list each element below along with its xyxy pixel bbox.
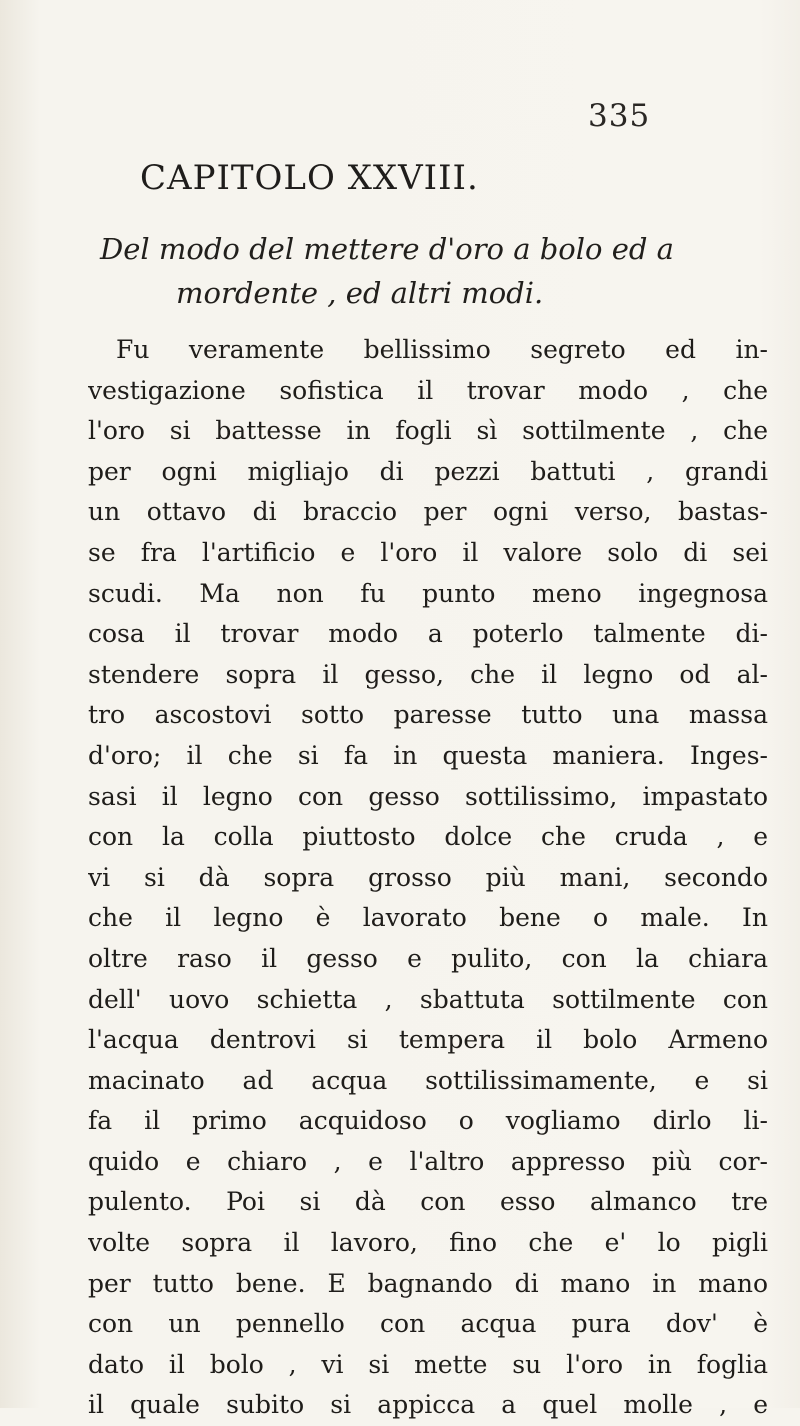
text-line: un ottavo di braccio per ogni verso, bastas- (88, 497, 768, 527)
text-line: dell' uovo schietta , sbattuta sottilmente con (88, 984, 768, 1014)
text-line: stendere sopra il gesso, che il legno od al- (88, 659, 768, 689)
chapter-subtitle-line-1: Del modo del mettere d'oro a bolo ed a (100, 232, 674, 266)
text-line: dato il bolo , vi si mette su l'oro in foglia (88, 1349, 768, 1379)
text-line: Fu veramente bellissimo segreto ed in- (116, 335, 768, 364)
text-line: l'acqua dentrovi si tempera il bolo Armeno (88, 1025, 768, 1055)
text-line: cosa il trovar modo a poterlo talmente di- (88, 619, 768, 649)
text-line: per ogni migliajo di pezzi battuti , grandi (88, 456, 768, 486)
text-line: quido e chiaro , e l'altro appresso più cor- (88, 1146, 768, 1176)
text-line: con la colla piuttosto dolce che cruda , e (88, 822, 768, 852)
text-line: sasi il legno con gesso sottilissimo, impastato (88, 781, 768, 811)
text-line: se fra l'artificio e l'oro il valore solo di sei (88, 537, 768, 567)
text-line: macinato ad acqua sottilissimamente, e si (88, 1065, 768, 1095)
text-line: il quale subito si appicca a quel molle , e (88, 1390, 768, 1420)
text-line: l'oro si battesse in fogli sì sottilmente , che (88, 416, 768, 446)
text-line: volte sopra il lavoro, fino che e' lo pigli (88, 1228, 768, 1258)
text-line: tro ascostovi sotto paresse tutto una massa (88, 700, 768, 730)
chapter-title: CAPITOLO XXVIII. (140, 158, 479, 198)
text-line: scudi. Ma non fu punto meno ingegnosa (88, 578, 768, 608)
text-line: vestigazione sofistica il trovar modo , che (88, 375, 768, 405)
text-line: d'oro; il che si fa in questa maniera. Inges- (88, 740, 768, 770)
text-line: con un pennello con acqua pura dov' è (88, 1309, 768, 1339)
text-line: pulento. Poi si dà con esso almanco tre (88, 1187, 768, 1217)
page-number: 335 (588, 98, 651, 134)
text-line: fa il primo acquidoso o vogliamo dirlo li- (88, 1106, 768, 1136)
text-line: vi si dà sopra grosso più mani, secondo (88, 862, 768, 892)
chapter-subtitle-line-2: mordente , ed altri modi. (176, 276, 544, 310)
text-line: per tutto bene. E bagnando di mano in mano (88, 1268, 768, 1298)
text-line: oltre raso il gesso e pulito, con la chiara (88, 943, 768, 973)
text-line: che il legno è lavorato bene o male. In (88, 903, 768, 933)
body-text (88, 330, 768, 1426)
